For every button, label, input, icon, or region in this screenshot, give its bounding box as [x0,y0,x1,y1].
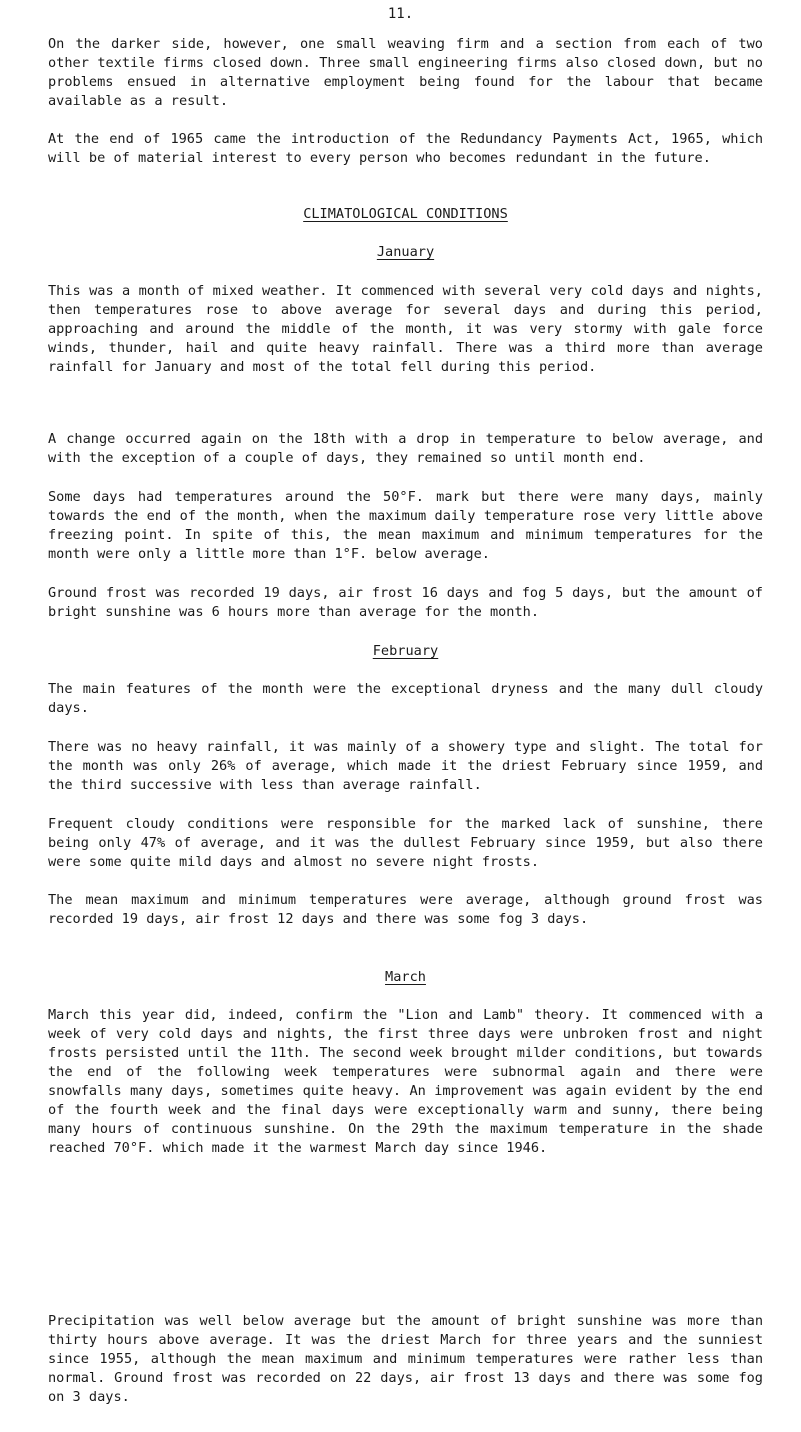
paragraph-redundancy-act: At the end of 1965 came the introduction of the Redundancy Payments Act, 1965, which will be of material interest to every person who becomes redundant in the future. [48,131,763,166]
march-paragraph-1: March this year did, indeed, confirm the "Lion and Lamb" theory. It commenced with a week of very cold days and nights, the first three days were unbroken frost and night frosts persisted until the 11th. The second week brought milder conditions, but towards the end of the following week temperatures were subnormal again and there were snowfalls many days, sometimes quite heavy. An improvement was again evident by the end of the fourth week and the final days were exceptionally warm and sunny, there being many hours of continuous sunshine. On the 29th the maximum temperature in the shade reached 70°F. which made it the warmest March day since 1946. [48,1007,763,1156]
february-paragraph-4: The mean maximum and minimum temperatures were average, although ground frost was recorded 19 days, air frost 12 days and there was some fog 3 days. [48,892,763,927]
february-paragraph-1: The main features of the month were the exceptional dryness and the many dull cloudy days. [48,681,763,716]
february-paragraph-3: Frequent cloudy conditions were responsible for the marked lack of sunshine, there being only 47% of average, and it was the dullest February since 1959, but also there were some quite mild days and almost no severe night frosts. [48,816,763,870]
january-paragraph-3: Some days had temperatures around the 50°F. mark but there were many days, mainly towards the end of the month, when the maximum daily temperature rose very little above freezing point. In spite of this, the mean maximum and minimum temperatures for the month were only a little more than 1°F. below average. [48,489,763,562]
january-paragraph-4: Ground frost was recorded 19 days, air frost 16 days and fog 5 days, but the amount of bright sunshine was 6 hours more than average for the month. [48,585,763,620]
page-number: 11. [387,6,414,22]
february-heading: February [372,643,439,659]
paragraph-closures: On the darker side, however, one small weaving firm and a section from each of two other textile firms closed down. Three small engineering firms also closed down, but no problems ensued in alternative employment being found for the labour that became available as a result. [48,36,763,109]
climatological-conditions-heading: CLIMATOLOGICAL CONDITIONS [303,206,508,222]
january-paragraph-1: This was a month of mixed weather. It commenced with several very cold days and nights, then temperatures rose to above average for several days and during this period, approaching and around the middle of the month, it was very stormy with gale force winds, thunder, hail and quite heavy rainfall. There was a third more than average rainfall for January and most of the total fell during this period. [48,283,763,375]
january-paragraph-2: A change occurred again on the 18th with a drop in temperature to below average, and with the exception of a couple of days, they remained so until month end. [48,431,763,466]
february-paragraph-2: There was no heavy rainfall, it was mainly of a showery type and slight. The total for the month was only 26% of average, which made it the driest February since 1959, and the third successive with less than average rainfall. [48,739,763,793]
january-heading: January [376,244,435,260]
march-paragraph-2: Precipitation was well below average but the amount of bright sunshine was more than thirty hours above average. It was the driest March for three years and the sunniest since 1955, although the mean maximum and minimum temperatures were rather less than normal. Ground frost was recorded on 22 days, air frost 13 days and there was some fog on 3 days. [48,1313,763,1405]
march-heading: March [385,969,426,985]
